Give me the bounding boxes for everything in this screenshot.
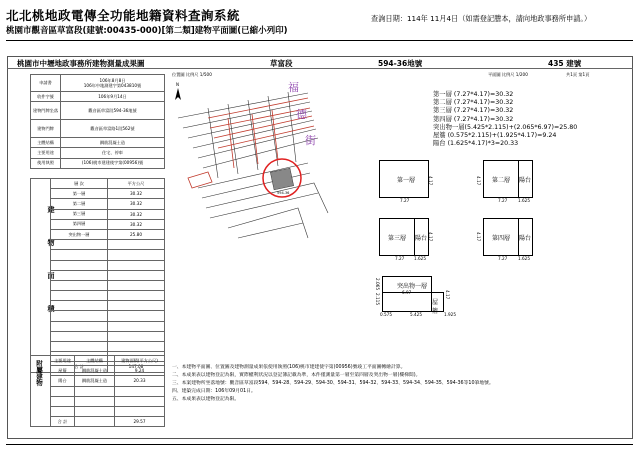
table-row <box>31 199 165 209</box>
label-cell: 使用執照 <box>31 158 61 168</box>
dim-height: 4.17 <box>476 232 481 242</box>
empty-cell <box>108 240 165 250</box>
dim-width: 7.27 <box>498 198 508 203</box>
empty-cell <box>51 331 108 341</box>
empty-cell <box>108 331 165 341</box>
table-row <box>31 396 165 406</box>
page-subtitle: 桃園市觀音區草富段(建號:00435-000)[第二類]建物平面圖(已縮小列印) <box>6 26 288 36</box>
empty-cell <box>51 260 108 270</box>
section-cell <box>31 179 51 373</box>
dim-width: 7.27 <box>400 198 410 203</box>
table-row <box>31 386 165 396</box>
page-count: 共1頁 第1頁 <box>566 72 590 77</box>
table-row <box>31 331 165 341</box>
plan-scale: 平面圖 比例尺 1/200 <box>488 72 528 77</box>
annex-use-header: 主要用途 <box>51 356 75 366</box>
table-row <box>31 102 165 120</box>
area-calculations <box>433 91 577 148</box>
road-char: 街 <box>305 134 316 147</box>
empty-cell <box>108 311 165 321</box>
annex-label: 陽台 <box>415 235 428 242</box>
empty-cell <box>75 406 115 416</box>
calc-line: 突出物一層(5.425*2.115)+(2.065*6.97)=25.80 <box>433 123 578 131</box>
location-scale: 位置圖 比例尺 1/500 <box>172 72 212 77</box>
empty-cell <box>51 270 108 280</box>
note-line: 四、建築完成日期：106年09月01日。 <box>172 389 256 395</box>
empty-cell <box>75 386 115 396</box>
floor-area: 30.32 <box>108 189 165 199</box>
eave-label: 屋簷 <box>432 299 439 315</box>
table-row <box>31 250 165 260</box>
plan-floor3 <box>379 218 429 256</box>
plan-label: 第三層 <box>388 235 407 242</box>
table-row <box>31 321 165 331</box>
empty-cell <box>51 301 108 311</box>
annex-table <box>30 355 165 427</box>
table-row <box>31 301 165 311</box>
dim-width: 7.27 <box>498 256 508 261</box>
table-row <box>31 229 165 239</box>
value-cell: 106年8月8日 106年中地測建字第043810號 <box>61 75 165 92</box>
floor-name: 第一層 <box>51 189 108 199</box>
empty-cell <box>75 396 115 406</box>
empty-cell <box>51 250 108 260</box>
dim-height: 2.115 <box>375 293 380 305</box>
total-area: 147.08 <box>108 362 165 372</box>
dim-width-annex: 1.625 <box>414 256 426 261</box>
note-line: 二、本成果表以建物登記為限，實際權利狀況以登記簿記載為準，本件僅測量第一層至第四層及突出物一層(樓梯間)。 <box>172 373 421 379</box>
empty-cell <box>51 396 75 406</box>
dim-width-lower: 5.425 <box>410 312 422 317</box>
empty-cell <box>108 250 165 260</box>
table-row <box>31 342 165 352</box>
annex-area-header: 建物面積(平方公尺) <box>115 356 165 366</box>
table-row <box>31 356 165 366</box>
empty-cell <box>108 260 165 270</box>
annex-area: 9.24 <box>115 366 165 376</box>
annex-structure-header: 主體結構 <box>75 356 115 366</box>
table-row <box>31 417 165 427</box>
annex-structure: 鋼筋混凝土造 <box>75 366 115 376</box>
notes <box>172 364 494 404</box>
value-cell: 觀音區草富段594-36地號 <box>61 102 165 120</box>
empty-cell <box>51 291 108 301</box>
dim-height: 4.17 <box>476 176 481 186</box>
footer-rule <box>6 444 633 445</box>
floor-area: 30.32 <box>108 219 165 229</box>
annex-label: 陽台 <box>519 177 532 184</box>
plan-label: 第二層 <box>492 177 511 184</box>
note-line: 三、本案建物所坐落地號：觀音區草富段594、594-28、594-29、594-30、594-31、594-32、594-33、594-34、594-35、594-36等10筆地號。 <box>172 381 494 387</box>
value-cell: 觀音區草富路1段562號 <box>61 120 165 138</box>
table-row <box>31 376 165 386</box>
area-table <box>30 178 165 373</box>
table-row <box>31 291 165 301</box>
table-row <box>31 280 165 290</box>
total-label: 合 計 <box>51 362 108 372</box>
table-row <box>31 148 165 158</box>
dim-height: 4.17 <box>445 290 450 300</box>
empty-cell <box>51 386 75 396</box>
plan-floor4 <box>483 218 533 256</box>
floor-area: 30.32 <box>108 209 165 219</box>
annex-area: 20.33 <box>115 376 165 386</box>
empty-cell <box>108 270 165 280</box>
section-name: 草富段 <box>270 59 293 68</box>
empty-cell <box>108 342 165 352</box>
label-cell: 收件字號 <box>31 92 61 102</box>
table-row <box>31 260 165 270</box>
label-cell: 建物門牌 <box>31 120 61 138</box>
value-cell: 鋼筋混凝土造 <box>61 138 165 148</box>
empty-cell <box>115 396 165 406</box>
plan-floor2 <box>483 160 533 198</box>
floor-name: 第四層 <box>51 219 108 229</box>
plan-label: 突出物一層 <box>397 283 428 290</box>
annex-section-label: 附屬建物 <box>35 360 43 386</box>
label-cell: 建物門牌坐落 <box>31 102 61 120</box>
road-char: 德 <box>296 108 307 121</box>
table-row <box>31 92 165 102</box>
label-cell: 主體結構 <box>31 138 61 148</box>
value-cell: (106)桃市建建使字第(00956)號 <box>61 158 165 168</box>
annex-structure: 鋼筋混凝土造 <box>75 376 115 386</box>
table-row <box>31 240 165 250</box>
dim-offset: 0.575 <box>380 312 392 317</box>
parcel-label: 594-36 <box>277 191 290 195</box>
table-row <box>31 270 165 280</box>
calc-line: 第一層 (7.27*4.17)=30.32 <box>433 91 514 98</box>
annex-use: 屋簷 <box>51 366 75 376</box>
value-cell: 106年9月14日 <box>61 92 165 102</box>
empty-cell <box>108 321 165 331</box>
annex-total-label: 合 計 <box>51 417 75 427</box>
annex-label: 陽台 <box>519 235 532 242</box>
empty-cell <box>108 280 165 290</box>
location-map <box>168 78 343 278</box>
page-title: 北北桃地政電傳全功能地籍資料查詢系統 <box>6 8 241 23</box>
table-row <box>31 209 165 219</box>
table-row <box>31 179 165 189</box>
area-header: 平方公尺 <box>108 179 165 189</box>
calc-line: 第三層 (7.27*4.17)=30.32 <box>433 107 514 115</box>
table-row <box>31 189 165 199</box>
value-cell: 住宅、停車 <box>61 148 165 158</box>
table-row <box>31 366 165 376</box>
table-row <box>31 219 165 229</box>
floor-name: 第二層 <box>51 199 108 209</box>
table-row <box>31 75 165 92</box>
empty-cell <box>51 342 108 352</box>
plan-label: 第四層 <box>492 235 511 242</box>
empty-cell <box>115 406 165 416</box>
floor-name: 突出物一層 <box>51 229 108 239</box>
empty-cell <box>51 406 75 416</box>
dim-eave: 1.925 <box>444 312 456 317</box>
label-cell: 主要用途 <box>31 148 61 158</box>
empty-cell <box>51 240 108 250</box>
dim-height: 4.17 <box>428 176 433 186</box>
table-row <box>31 158 165 168</box>
calc-line: 陽台 (1.625*4.17)*3=20.33 <box>433 140 519 148</box>
dim-width-annex: 1.625 <box>518 256 530 261</box>
note-line: 五、本成果表以建物登記為限。 <box>172 397 240 403</box>
note-line: 一、本建物平面圖、位置圖及建物測量成果依使用執照(106)桃市建建使字第(00956)號竣工平面圖轉繪計算。 <box>172 365 406 370</box>
floor-name: 第三層 <box>51 209 108 219</box>
info-table <box>30 74 165 169</box>
dim-height: 4.17 <box>428 232 433 242</box>
annex-use: 陽台 <box>51 376 75 386</box>
calc-line: 屋簷 (0.575*2.115)+(1.925*4.17)=9.24 <box>433 132 557 140</box>
land-number: 594-36地號 <box>378 59 423 68</box>
dim-width: 7.27 <box>395 256 405 261</box>
floor-area: 25.80 <box>108 229 165 239</box>
area-section-text: 建物面積 <box>47 206 55 338</box>
calc-line: 第二層 (7.27*4.17)=30.32 <box>433 99 514 107</box>
north-arrow-icon <box>175 82 181 100</box>
north-label: N <box>176 82 179 87</box>
table-row <box>31 138 165 148</box>
table-row <box>31 311 165 321</box>
empty-cell <box>108 301 165 311</box>
target-parcel <box>270 168 293 190</box>
agency-title: 桃園市中壢地政事務所建物測量成果圖 <box>17 59 145 68</box>
dim-width-annex: 1.625 <box>518 198 530 203</box>
dim-width: 6.97 <box>402 290 412 295</box>
floor-header: 層 次 <box>51 179 108 189</box>
empty-cell <box>51 311 108 321</box>
empty-cell <box>115 386 165 396</box>
annex-total: 29.57 <box>115 417 165 427</box>
query-date: 查詢日期：114年 11月4日（如需登記謄本，請向地政事務所申請。） <box>371 14 592 23</box>
dim-height: 2.065 <box>375 278 380 290</box>
empty-cell <box>51 280 108 290</box>
table-row <box>31 406 165 416</box>
plan-label: 第一層 <box>397 177 416 184</box>
floor-area: 30.32 <box>108 199 165 209</box>
header-rule <box>6 40 633 41</box>
calc-line: 第四層 (7.27*4.17)=30.32 <box>433 115 514 123</box>
road-label <box>288 81 316 147</box>
table-row <box>31 120 165 138</box>
empty-cell <box>51 321 108 331</box>
building-number: 435 建號 <box>548 59 582 68</box>
plan-floor1 <box>379 160 429 198</box>
empty-cell <box>75 417 115 427</box>
empty-cell <box>108 291 165 301</box>
road-char: 福 <box>288 81 299 94</box>
label-cell: 申請書 <box>31 75 61 92</box>
